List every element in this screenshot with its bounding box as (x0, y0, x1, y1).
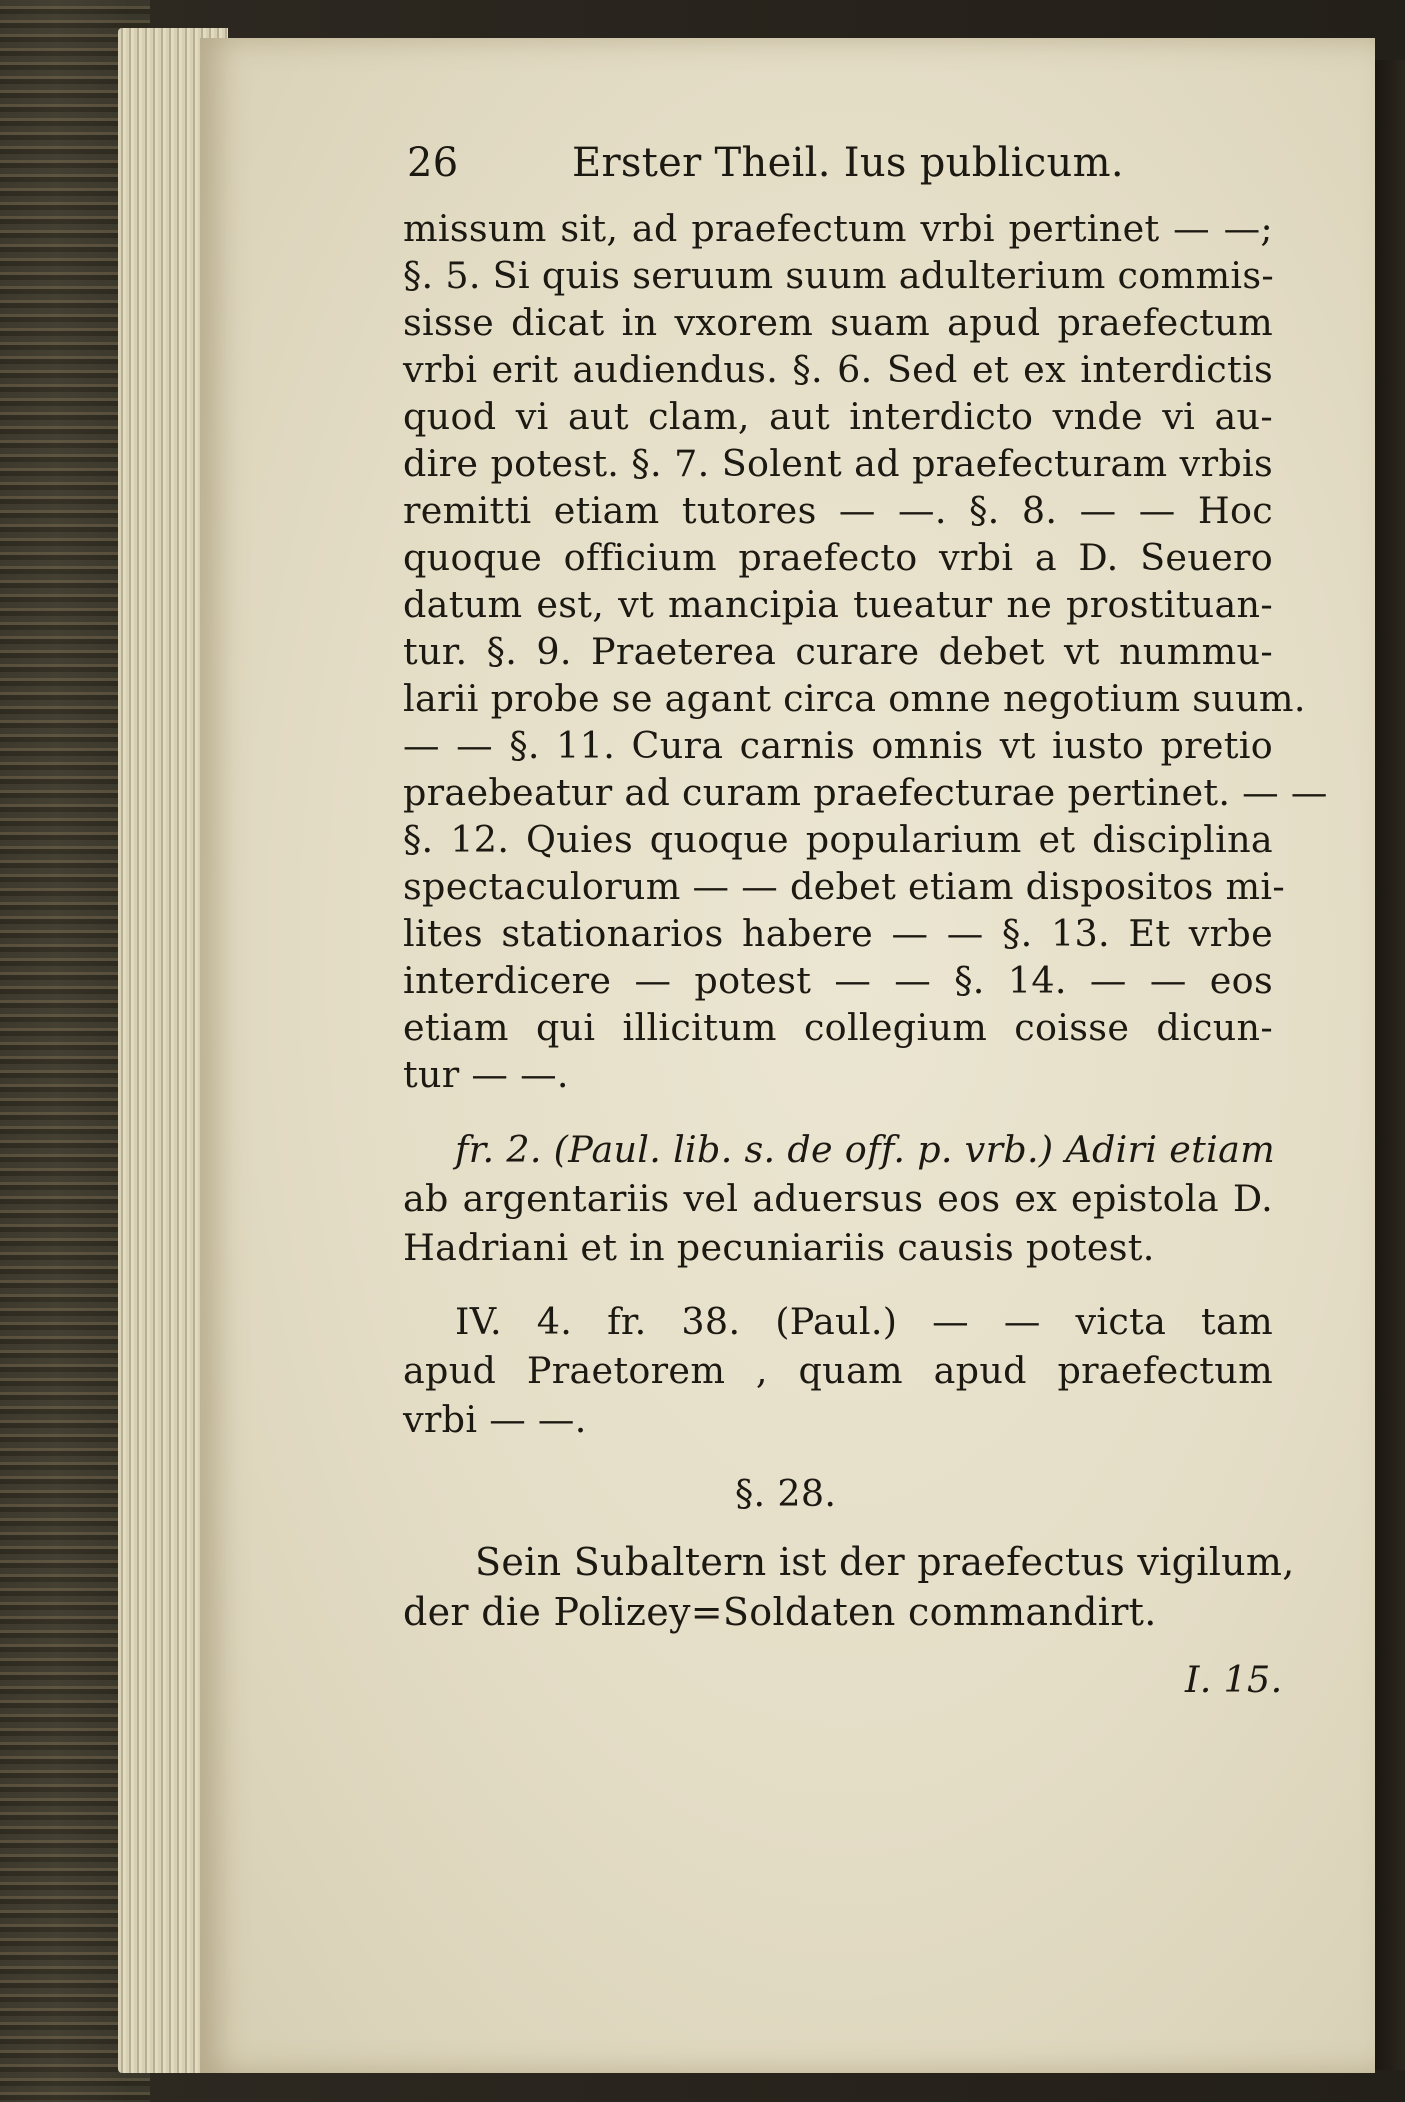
text-line: remitti etiam tutores — —. §. 8. — — Hoc (403, 489, 1273, 532)
fragment-line: fr. 2. (Paul. lib. s. de off. p. vrb.) Adiri etiam (455, 1128, 1276, 1171)
text-line: missum sit, ad praefectum vrbi pertinet — —; (403, 207, 1273, 250)
section-number: §. 28. (735, 1472, 837, 1515)
text-line: — — §. 11. Cura carnis omnis vt iusto pretio (403, 724, 1273, 767)
text-line: quoque officium praefecto vrbi a D. Seuero (403, 536, 1273, 579)
page-header (407, 140, 1277, 200)
text-line: larii probe se agant circa omne negotium suum. (403, 677, 1306, 720)
section-title-line: der die Polizey=Soldaten commandirt. (403, 1590, 1157, 1634)
text-line: etiam qui illicitum collegium coisse dicun- (403, 1006, 1273, 1049)
text-line: datum est, vt mancipia tueatur ne prostituan- (403, 583, 1273, 626)
fragment-line: IV. 4. fr. 38. (Paul.) — — victa tam (455, 1300, 1273, 1343)
text-line: lites stationarios habere — — §. 13. Et vrbe (403, 912, 1273, 955)
fragment-line: ab argentariis vel aduersus eos ex epistola D. (403, 1177, 1273, 1220)
text-line: tur — —. (403, 1053, 569, 1096)
text-line: vrbi erit audiendus. §. 6. Sed et ex interdictis (403, 348, 1273, 391)
text-line: sisse dicat in vxorem suam apud praefectum (403, 301, 1273, 344)
running-title: Erster Theil. Ius publicum. (572, 140, 1124, 186)
text-line: quod vi aut clam, aut interdicto vnde vi au- (403, 395, 1273, 438)
fragment-line: apud Praetorem , quam apud praefectum (403, 1349, 1273, 1392)
text-line: §. 12. Quies quoque popularium et disciplina (403, 818, 1273, 861)
text-line: interdicere — potest — — §. 14. — — eos (403, 959, 1273, 1002)
text-line: praebeatur ad curam praefecturae pertinet. — — (403, 771, 1328, 814)
text-line: dire potest. §. 7. Solent ad praefecturam vrbis (403, 442, 1273, 485)
text-line: §. 5. Si quis seruum suum adulterium commis- (403, 254, 1275, 297)
section-title-line: Sein Subaltern ist der praefectus vigilum, (475, 1540, 1295, 1584)
text-line: spectaculorum — — debet etiam dispositos mi- (403, 865, 1285, 908)
catchword: I. 15. (1185, 1658, 1283, 1701)
fragment-line: Hadriani et in pecuniariis causis potest. (403, 1226, 1155, 1269)
text-line: tur. §. 9. Praeterea curare debet vt nummu- (403, 630, 1273, 673)
facing-page-edge (1375, 60, 1405, 2070)
page-number: 26 (407, 140, 459, 186)
fragment-line: vrbi — —. (403, 1398, 587, 1441)
